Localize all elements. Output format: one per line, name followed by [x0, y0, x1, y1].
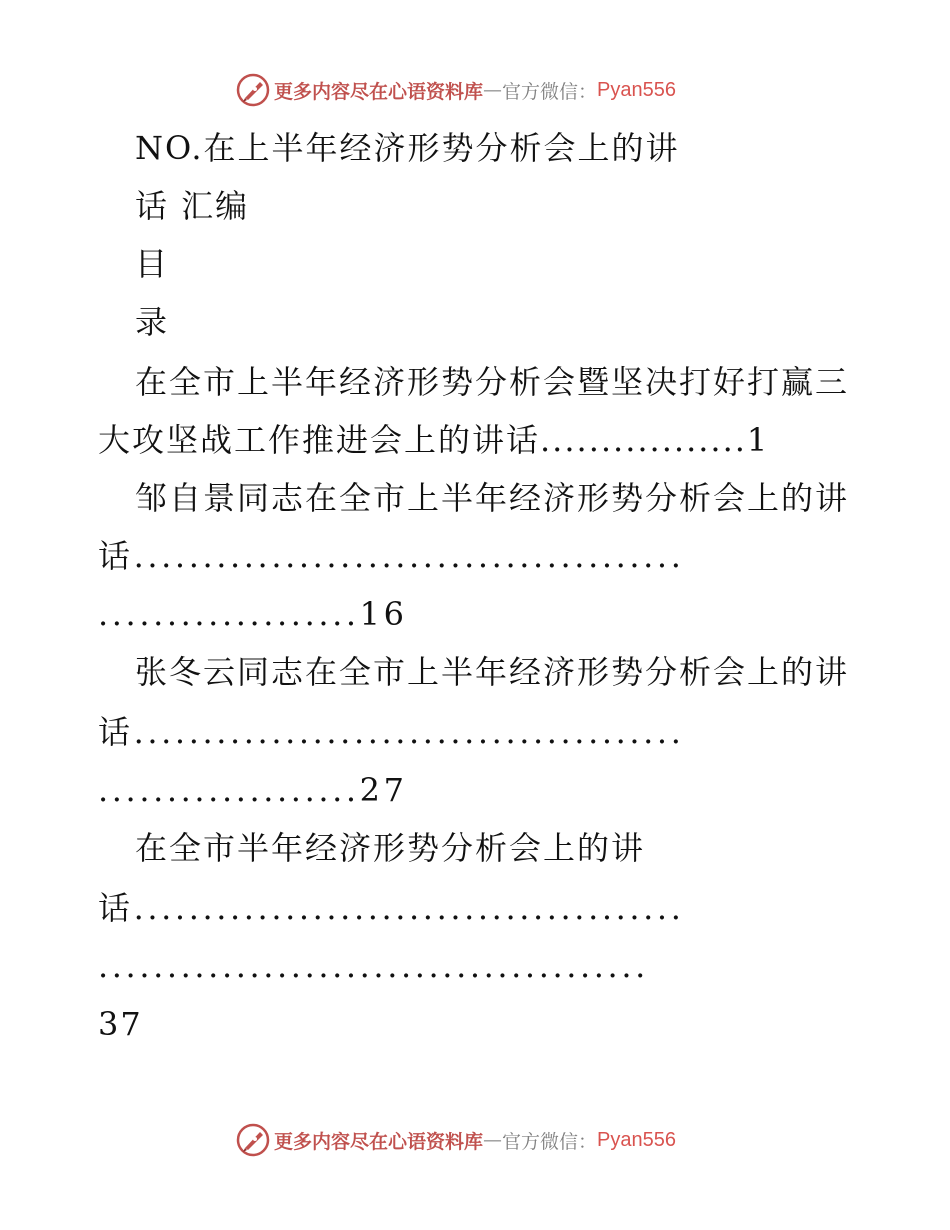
toc-entry-2-line-2: 话........................................: [98, 537, 685, 575]
toc-heading-lu: 录: [135, 303, 170, 341]
toc-entry-4-line-2: 话........................................: [98, 889, 685, 927]
footer-main-text: 更多内容尽在心语资料库: [274, 1130, 484, 1153]
doc-title-line-1: NO.在上半年经济形势分析会上的讲: [135, 129, 680, 167]
quill-logo-icon: [236, 73, 270, 107]
toc-entry-3-line-3: ...................27: [98, 771, 408, 809]
toc-entry-4-page: 37: [98, 1005, 143, 1043]
toc-entry-2-line-1: 邹自景同志在全市上半年经济形势分析会上的讲: [135, 479, 850, 517]
toc-entry-4-line-1: 在全市半年经济形势分析会上的讲: [135, 829, 646, 867]
doc-title-line-2: 话 汇编: [135, 187, 250, 225]
toc-heading-mu: 目: [135, 245, 170, 283]
quill-logo-icon: [236, 1123, 270, 1157]
banner-wechat-id: Pyan556: [597, 78, 676, 101]
footer-banner: [236, 1122, 716, 1158]
toc-entry-1-line-1: 在全市上半年经济形势分析会暨坚决打好打赢三: [135, 363, 850, 401]
banner-wechat-label: 官方微信：: [502, 80, 598, 103]
toc-entry-4-line-3: ........................................: [98, 947, 649, 985]
banner-main-text: 更多内容尽在心语资料库: [274, 80, 484, 103]
footer-dash: —: [483, 1129, 503, 1151]
banner-dash: —: [483, 79, 503, 101]
footer-wechat-label: 官方微信：: [502, 1130, 598, 1153]
toc-entry-1-line-2: 大攻坚战工作推进会上的讲话.................1: [98, 421, 770, 459]
toc-entry-3-line-2: 话........................................: [98, 713, 685, 751]
toc-entry-2-line-3: ...................16: [98, 595, 408, 633]
footer-wechat-id: Pyan556: [597, 1128, 676, 1151]
header-banner: [236, 72, 716, 108]
toc-entry-3-line-1: 张冬云同志在全市上半年经济形势分析会上的讲: [135, 653, 850, 691]
